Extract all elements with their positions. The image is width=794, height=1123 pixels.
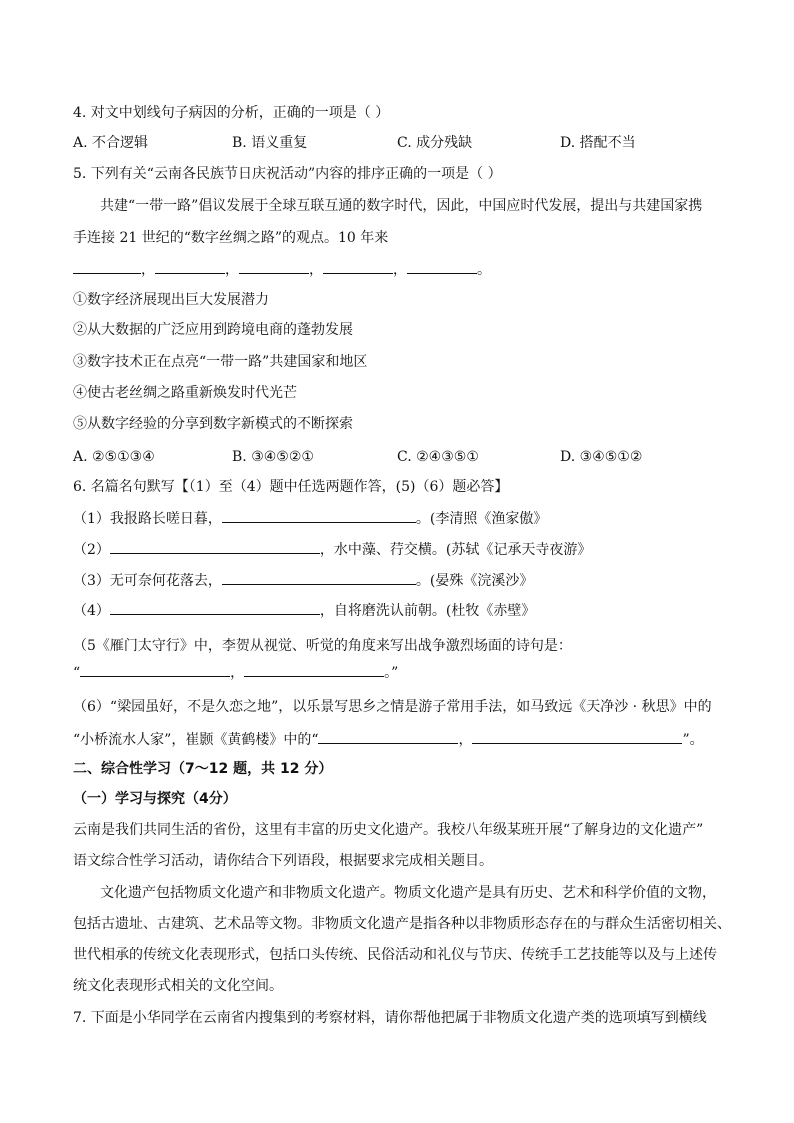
q6-s1-blank[interactable] <box>222 508 416 523</box>
q5-option-b: B. ③④⑤②① <box>232 449 314 465</box>
q6-sentence-4 <box>73 600 535 621</box>
q6-s4-blank[interactable] <box>110 600 320 615</box>
q6-stem: 6. 名篇名句默写【（1）至（4）题中任选两题作答，(5)（6）题必答】 <box>73 479 509 495</box>
q6-sentence-1 <box>73 508 547 529</box>
q6-s2-blank[interactable] <box>110 539 320 554</box>
q6-s1-suffix: 。(李清照《渔家傲》 <box>415 511 548 527</box>
q5-passage-line2: 手连接 21 世纪的“数字丝绸之路”的观点。10 年来 <box>73 230 389 246</box>
q5-item-3: ③数字技术正在点亮“一带一路”共建国家和地区 <box>73 354 368 370</box>
q4-option-d: D. 搭配不当 <box>560 135 636 151</box>
q5-blank-row <box>73 259 491 280</box>
section2-intro-line2: 语文综合性学习活动，请你结合下列语段，根据要求完成相关题目。 <box>73 853 493 869</box>
q6-sentence-3 <box>73 570 533 591</box>
q6-s3-blank[interactable] <box>222 570 416 585</box>
q4-option-a: A. 不合逻辑 <box>73 135 149 151</box>
q5-option-d: D. ③④⑤①② <box>560 449 643 465</box>
q6-s5-close-quote: 。” <box>384 665 399 681</box>
q7-stem: 7. 下面是小华同学在云南省内搜集到的考察材料，请你帮他把属于非物质文化遗产类的选项填写到横线 <box>73 1010 707 1026</box>
section2-intro-line1: 云南是我们共同生活的省份，这里有丰富的历史文化遗产。我校八年级某班开展“了解身边的文化遗产” <box>73 822 704 838</box>
q6-s6-close: ”。 <box>682 732 704 748</box>
section2-title: 二、综合性学习（7～12 题，共 12 分） <box>73 761 333 777</box>
q5-blank-1[interactable] <box>73 259 141 274</box>
q5-blank-4[interactable] <box>323 259 393 274</box>
q6-s4-prefix: （4） <box>73 603 110 619</box>
q6-s5-blank-1[interactable] <box>80 662 230 677</box>
q6-sentence-2 <box>73 539 591 560</box>
q5-blank-3[interactable] <box>239 259 309 274</box>
q5-item-5: ⑤从数字经验的分享到数字新模式的不断探索 <box>73 416 353 432</box>
q5-blank-2[interactable] <box>155 259 225 274</box>
section2-para-line2: 包括古遗址、古建筑、艺术品等文物。非物质文化遗产是指各种以非物质形态存在的与群众生活密切相关、 <box>73 916 731 932</box>
q5-blank-5[interactable] <box>407 259 477 274</box>
q6-s5-open-quote: “ <box>73 665 81 681</box>
q6-s3-prefix: （3）无可奈何花落去， <box>73 573 222 589</box>
section2-para-line1: 文化遗产包括物质文化遗产和非物质文化遗产。物质文化遗产是具有历史、艺术和科学价值的文物， <box>100 885 716 901</box>
q6-s2-suffix: ，水中藻、荇交横。(苏轼《记承天寺夜游》 <box>319 542 592 558</box>
q6-s5-blank-2[interactable] <box>244 662 384 677</box>
q6-s3-suffix: 。(晏殊《浣溪沙》 <box>415 573 534 589</box>
q6-s6-sep: ， <box>458 732 473 748</box>
q6-sentence-6-answer <box>73 729 704 750</box>
section2-para-line4: 统文化表现形式相关的文化空间。 <box>73 978 283 994</box>
q5-stem: 5. 下列有关“云南各民族节日庆祝活动”内容的排序正确的一项是（ ） <box>73 166 502 182</box>
q5-sep: ， <box>393 262 407 278</box>
section2-subtitle: （一）学习与探究（4分） <box>73 791 237 807</box>
q4-stem: 4. 对文中划线句子病因的分析，正确的一项是（ ） <box>73 105 390 121</box>
q6-s6-prefix: “小桥流水人家”，崔颢《黄鹤楼》中的“ <box>73 732 319 748</box>
q6-s5-sep: ， <box>230 665 245 681</box>
q5-item-2: ②从大数据的广泛应用到跨境电商的蓬勃发展 <box>73 322 353 338</box>
q5-option-c: C. ②④③⑤① <box>397 449 479 465</box>
q6-sentence-6-stem: （6）“梁园虽好，不是久恋之地”，以乐景写思乡之情是游子常用手法，如马致远《天净沙 · 秋思》中的 <box>73 699 712 715</box>
q5-passage-line1: 共建“一带一路”倡议发展于全球互联互通的数字时代，因此，中国应时代发展，提出与共建国家携 <box>100 198 703 214</box>
q6-sentence-5-answer <box>73 662 398 683</box>
q5-sep: ， <box>225 262 239 278</box>
section2-para-line3: 世代相承的传统文化表现形式，包括口头传统、民俗活动和礼仪与节庆、传统手工艺技能等以及与上述传 <box>73 947 717 963</box>
q6-s4-suffix: ，自将磨洗认前朝。(杜牧《赤壁》 <box>319 603 536 619</box>
q6-s6-blank-2[interactable] <box>472 729 682 744</box>
q5-item-4: ④使古老丝绸之路重新焕发时代光芒 <box>73 385 297 401</box>
q5-end: 。 <box>477 262 491 278</box>
q5-sep: ， <box>141 262 155 278</box>
q6-s6-blank-1[interactable] <box>318 729 458 744</box>
q4-option-b: B. 语义重复 <box>232 135 308 151</box>
q6-sentence-5-stem: （5《雁门太守行》中，李贺从视觉、听觉的角度来写出战争激烈场面的诗句是： <box>73 638 572 654</box>
q6-s2-prefix: （2） <box>73 542 110 558</box>
q5-item-1: ①数字经济展现出巨大发展潜力 <box>73 292 269 308</box>
q4-option-c: C. 成分残缺 <box>397 135 473 151</box>
q6-s1-prefix: （1）我报路长嗟日暮， <box>73 511 222 527</box>
q5-option-a: A. ②⑤①③④ <box>73 449 155 465</box>
q5-sep: ， <box>309 262 323 278</box>
